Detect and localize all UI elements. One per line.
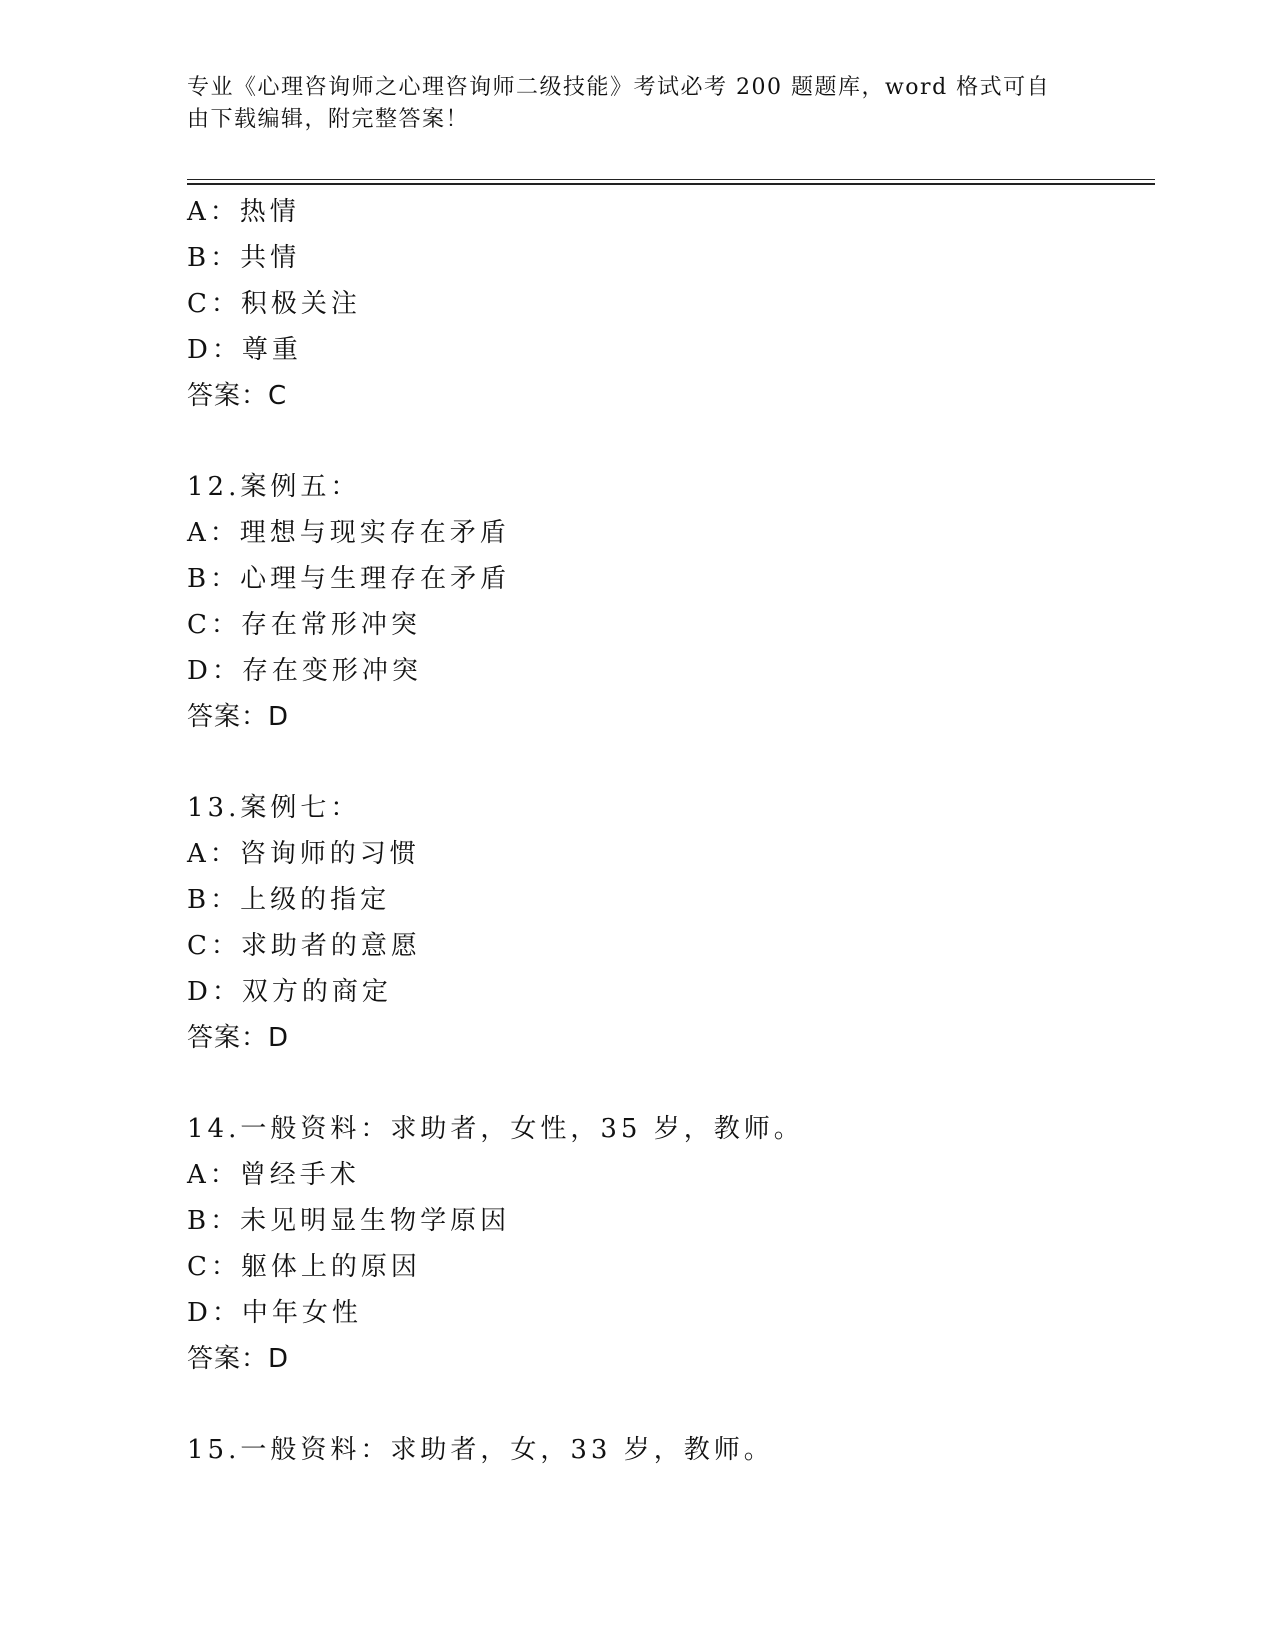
option-c: C：存在常形冲突 <box>187 610 421 640</box>
option-a: A：理想与现实存在矛盾 <box>187 518 510 548</box>
question-stem: 13.案例七： <box>187 793 361 823</box>
option-b: B：共情 <box>187 243 301 273</box>
question-stem: 14.一般资料：求助者，女性，35 岁，教师。 <box>187 1114 804 1144</box>
option-c: C：积极关注 <box>187 289 361 319</box>
question-list <box>187 189 1155 1473</box>
question-block-13 <box>187 785 1155 1061</box>
header-line-2: 由下载编辑，附完整答案！ <box>187 107 470 132</box>
header-line-1: 专业《心理咨询师之心理咨询师二级技能》考试必考 200 题题库，word 格式可自 <box>187 75 1051 100</box>
spacer <box>187 1382 1155 1427</box>
option-b: B：心理与生理存在矛盾 <box>187 564 511 594</box>
option-c: C：求助者的意愿 <box>187 931 421 961</box>
header-divider-thick <box>187 183 1155 185</box>
option-a: A：咨询师的习惯 <box>187 839 420 869</box>
option-b: B：未见明显生物学原因 <box>187 1206 511 1236</box>
answer-line: 答案：D <box>187 1344 290 1374</box>
option-b: B：上级的指定 <box>187 885 391 915</box>
answer-line: 答案：C <box>187 381 288 411</box>
answer-line: 答案：D <box>187 702 290 732</box>
header-divider-thin <box>187 179 1155 180</box>
document-header <box>187 72 1067 136</box>
spacer <box>187 1061 1155 1106</box>
option-d: D：中年女性 <box>187 1298 362 1328</box>
question-block-15 <box>187 1427 1155 1473</box>
option-d: D：尊重 <box>187 335 302 365</box>
question-stem: 12.案例五： <box>187 472 361 502</box>
question-block-14 <box>187 1106 1155 1382</box>
spacer <box>187 419 1155 464</box>
answer-line: 答案：D <box>187 1023 290 1053</box>
option-a: A：热情 <box>187 197 300 227</box>
question-block-11 <box>187 189 1155 419</box>
option-d: D：存在变形冲突 <box>187 656 422 686</box>
question-stem: 15.一般资料：求助者，女，33 岁，教师。 <box>187 1435 774 1465</box>
option-a: A：曾经手术 <box>187 1160 360 1190</box>
option-d: D：双方的商定 <box>187 977 392 1007</box>
option-c: C：躯体上的原因 <box>187 1252 421 1282</box>
spacer <box>187 740 1155 785</box>
question-block-12 <box>187 464 1155 740</box>
